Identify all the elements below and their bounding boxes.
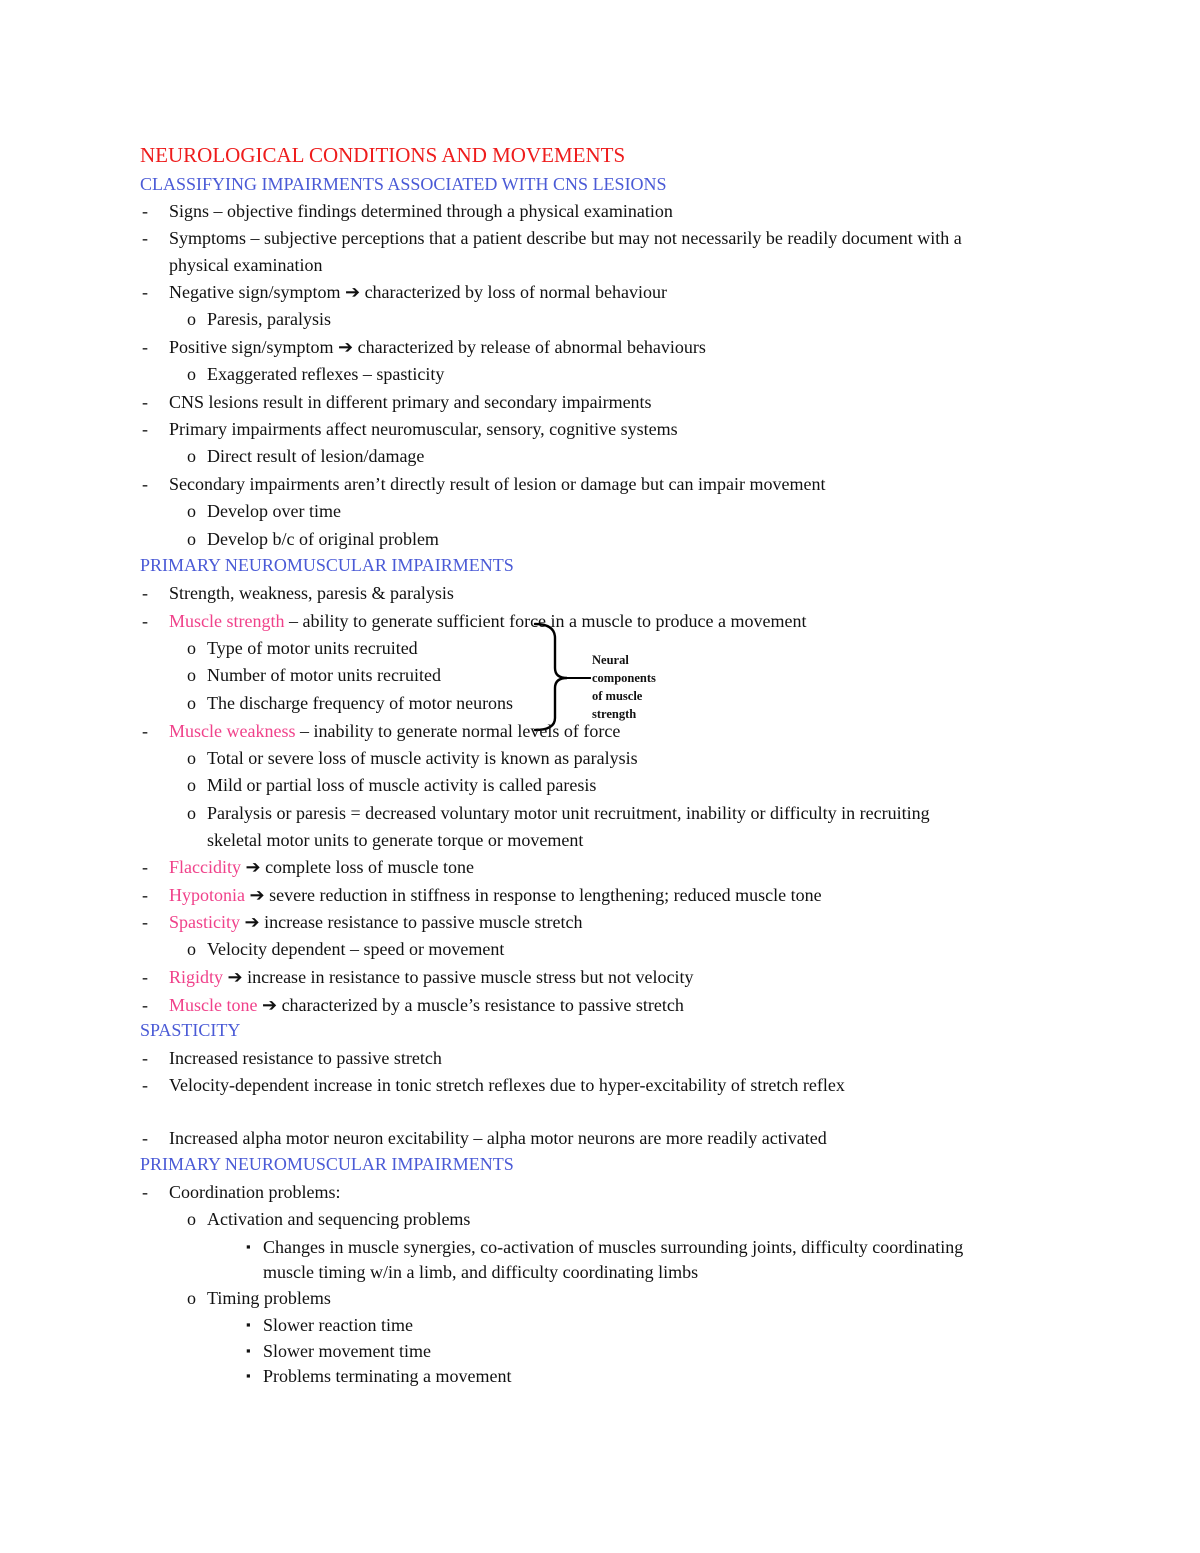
circle-bullet: o: [187, 1209, 196, 1229]
dash-bullet: -: [142, 611, 148, 631]
dash-bullet: -: [142, 912, 148, 932]
dash-bullet: -: [142, 995, 148, 1015]
list-item: Strength, weakness, paresis & paralysis: [169, 583, 454, 603]
dash-bullet: -: [142, 967, 148, 987]
list-item: Increased alpha motor neuron excitability – alpha motor neurons are more readily activated: [169, 1128, 827, 1148]
term-highlight: Muscle tone: [169, 995, 258, 1015]
list-item: CNS lesions result in different primary and secondary impairments: [169, 392, 652, 412]
section-heading-primary-neuromuscular: PRIMARY NEUROMUSCULAR IMPAIRMENTS: [140, 555, 514, 575]
list-item: [169, 884, 822, 906]
section-heading-classifying: CLASSIFYING IMPAIRMENTS ASSOCIATED WITH CNS LESIONS: [140, 174, 667, 194]
circle-bullet: o: [187, 501, 196, 521]
circle-bullet: o: [187, 693, 196, 713]
list-item: [169, 720, 620, 742]
dash-bullet: -: [142, 282, 148, 302]
circle-bullet: o: [187, 364, 196, 384]
circle-bullet: o: [187, 309, 196, 329]
brace-note-line: strength: [592, 707, 637, 721]
circle-bullet: o: [187, 529, 196, 549]
list-item: Signs – objective findings determined through a physical examination: [169, 201, 673, 221]
term-definition: ➔ increase in resistance to passive muscle stress but not velocity: [223, 967, 694, 987]
list-item: [169, 911, 582, 933]
sub-list-item: The discharge frequency of motor neurons: [207, 693, 514, 713]
sub-sub-list-item: Changes in muscle synergies, co-activation of muscles surrounding joints, difficulty coordinating: [263, 1237, 964, 1257]
dash-bullet: -: [142, 1182, 148, 1202]
term-highlight: Flaccidity: [169, 857, 241, 877]
sub-list-item: Total or severe loss of muscle activity is known as paralysis: [207, 748, 638, 768]
dash-bullet: -: [142, 474, 148, 494]
term-highlight: Muscle weakness: [169, 721, 296, 741]
dash-bullet: -: [142, 201, 148, 221]
list-item: Increased resistance to passive stretch: [169, 1048, 442, 1068]
list-item: Primary impairments affect neuromuscular, sensory, cognitive systems: [169, 419, 678, 439]
term-highlight: Hypotonia: [169, 885, 245, 905]
section-heading-spasticity: SPASTICITY: [140, 1020, 241, 1040]
brace-note-line: Neural: [592, 653, 629, 667]
sub-list-item: Timing problems: [207, 1288, 331, 1308]
sub-list-item: Paresis, paralysis: [207, 309, 331, 329]
term-highlight: Spasticity: [169, 912, 240, 932]
term-highlight: Muscle strength: [169, 611, 285, 631]
sub-list-item: Number of motor units recruited: [207, 665, 441, 685]
sub-sub-list-item: Slower reaction time: [263, 1315, 413, 1335]
circle-bullet: o: [187, 665, 196, 685]
circle-bullet: o: [187, 1288, 196, 1308]
term-definition: ➔ complete loss of muscle tone: [240, 857, 475, 877]
dash-bullet: -: [142, 583, 148, 603]
list-item: Coordination problems:: [169, 1182, 341, 1202]
sub-list-item: Mild or partial loss of muscle activity is called paresis: [207, 775, 597, 795]
circle-bullet: o: [187, 775, 196, 795]
brace-note-line: of muscle: [592, 689, 643, 703]
section-heading-primary-neuromuscular-2: PRIMARY NEUROMUSCULAR IMPAIRMENTS: [140, 1154, 514, 1174]
brace-note-line: components: [592, 671, 656, 685]
dash-bullet: -: [142, 721, 148, 741]
circle-bullet: o: [187, 446, 196, 466]
list-item: [169, 966, 693, 988]
sub-list-item: Paralysis or paresis = decreased voluntary motor unit recruitment, inability or difficulty in recruiting: [207, 803, 930, 823]
list-item: Symptoms – subjective perceptions that a patient describe but may not necessarily be readily document with a: [169, 228, 962, 248]
list-item: Negative sign/symptom ➔ characterized by loss of normal behaviour: [169, 282, 667, 302]
term-definition: ➔ increase resistance to passive muscle stretch: [240, 912, 583, 932]
list-item: Positive sign/symptom ➔ characterized by release of abnormal behaviours: [169, 337, 706, 357]
list-item: [169, 994, 684, 1016]
dash-bullet: -: [142, 392, 148, 412]
sub-list-item: Type of motor units recruited: [207, 638, 418, 658]
circle-bullet: o: [187, 638, 196, 658]
sub-list-item: Direct result of lesion/damage: [207, 446, 425, 466]
dash-bullet: -: [142, 228, 148, 248]
dash-bullet: -: [142, 857, 148, 877]
term-definition: – inability to generate normal levels of force: [295, 721, 621, 741]
sub-sub-list-item: Slower movement time: [263, 1341, 431, 1361]
circle-bullet: o: [187, 748, 196, 768]
dash-bullet: -: [142, 1075, 148, 1095]
sub-list-item: Develop over time: [207, 501, 341, 521]
sub-list-item: Velocity dependent – speed or movement: [207, 939, 505, 959]
page-title: NEUROLOGICAL CONDITIONS AND MOVEMENTS: [140, 143, 626, 167]
term-definition: ➔ severe reduction in stiffness in response to lengthening; reduced muscle tone: [245, 885, 822, 905]
sub-list-item: Exaggerated reflexes – spasticity: [207, 364, 445, 384]
sub-list-item: Activation and sequencing problems: [207, 1209, 471, 1229]
circle-bullet: o: [187, 939, 196, 959]
square-bullet: ▪: [246, 1368, 251, 1383]
list-item: [169, 856, 474, 878]
dash-bullet: -: [142, 419, 148, 439]
list-item: Secondary impairments aren’t directly result of lesion or damage but can impair movement: [169, 474, 826, 494]
sub-list-item-continuation: skeletal motor units to generate torque or movement: [207, 830, 584, 850]
term-highlight: Rigidty: [169, 967, 224, 987]
term-definition: ➔ characterized by a muscle’s resistance to passive stretch: [257, 995, 684, 1015]
curly-brace-shape: [525, 618, 593, 734]
dash-bullet: -: [142, 337, 148, 357]
sub-sub-list-item-continuation: muscle timing w/in a limb, and difficulty coordinating limbs: [263, 1262, 699, 1282]
square-bullet: ▪: [246, 1239, 251, 1254]
dash-bullet: -: [142, 885, 148, 905]
list-item-continuation: physical examination: [169, 255, 323, 275]
square-bullet: ▪: [246, 1317, 251, 1332]
square-bullet: ▪: [246, 1343, 251, 1358]
circle-bullet: o: [187, 803, 196, 823]
list-item: [169, 610, 806, 632]
dash-bullet: -: [142, 1048, 148, 1068]
list-item: Velocity-dependent increase in tonic stretch reflexes due to hyper-excitability of stretch reflex: [169, 1075, 845, 1095]
dash-bullet: -: [142, 1128, 148, 1148]
term-definition: – ability to generate sufficient force in a muscle to produce a movement: [284, 611, 807, 631]
sub-sub-list-item: Problems terminating a movement: [263, 1366, 512, 1386]
sub-list-item: Develop b/c of original problem: [207, 529, 439, 549]
